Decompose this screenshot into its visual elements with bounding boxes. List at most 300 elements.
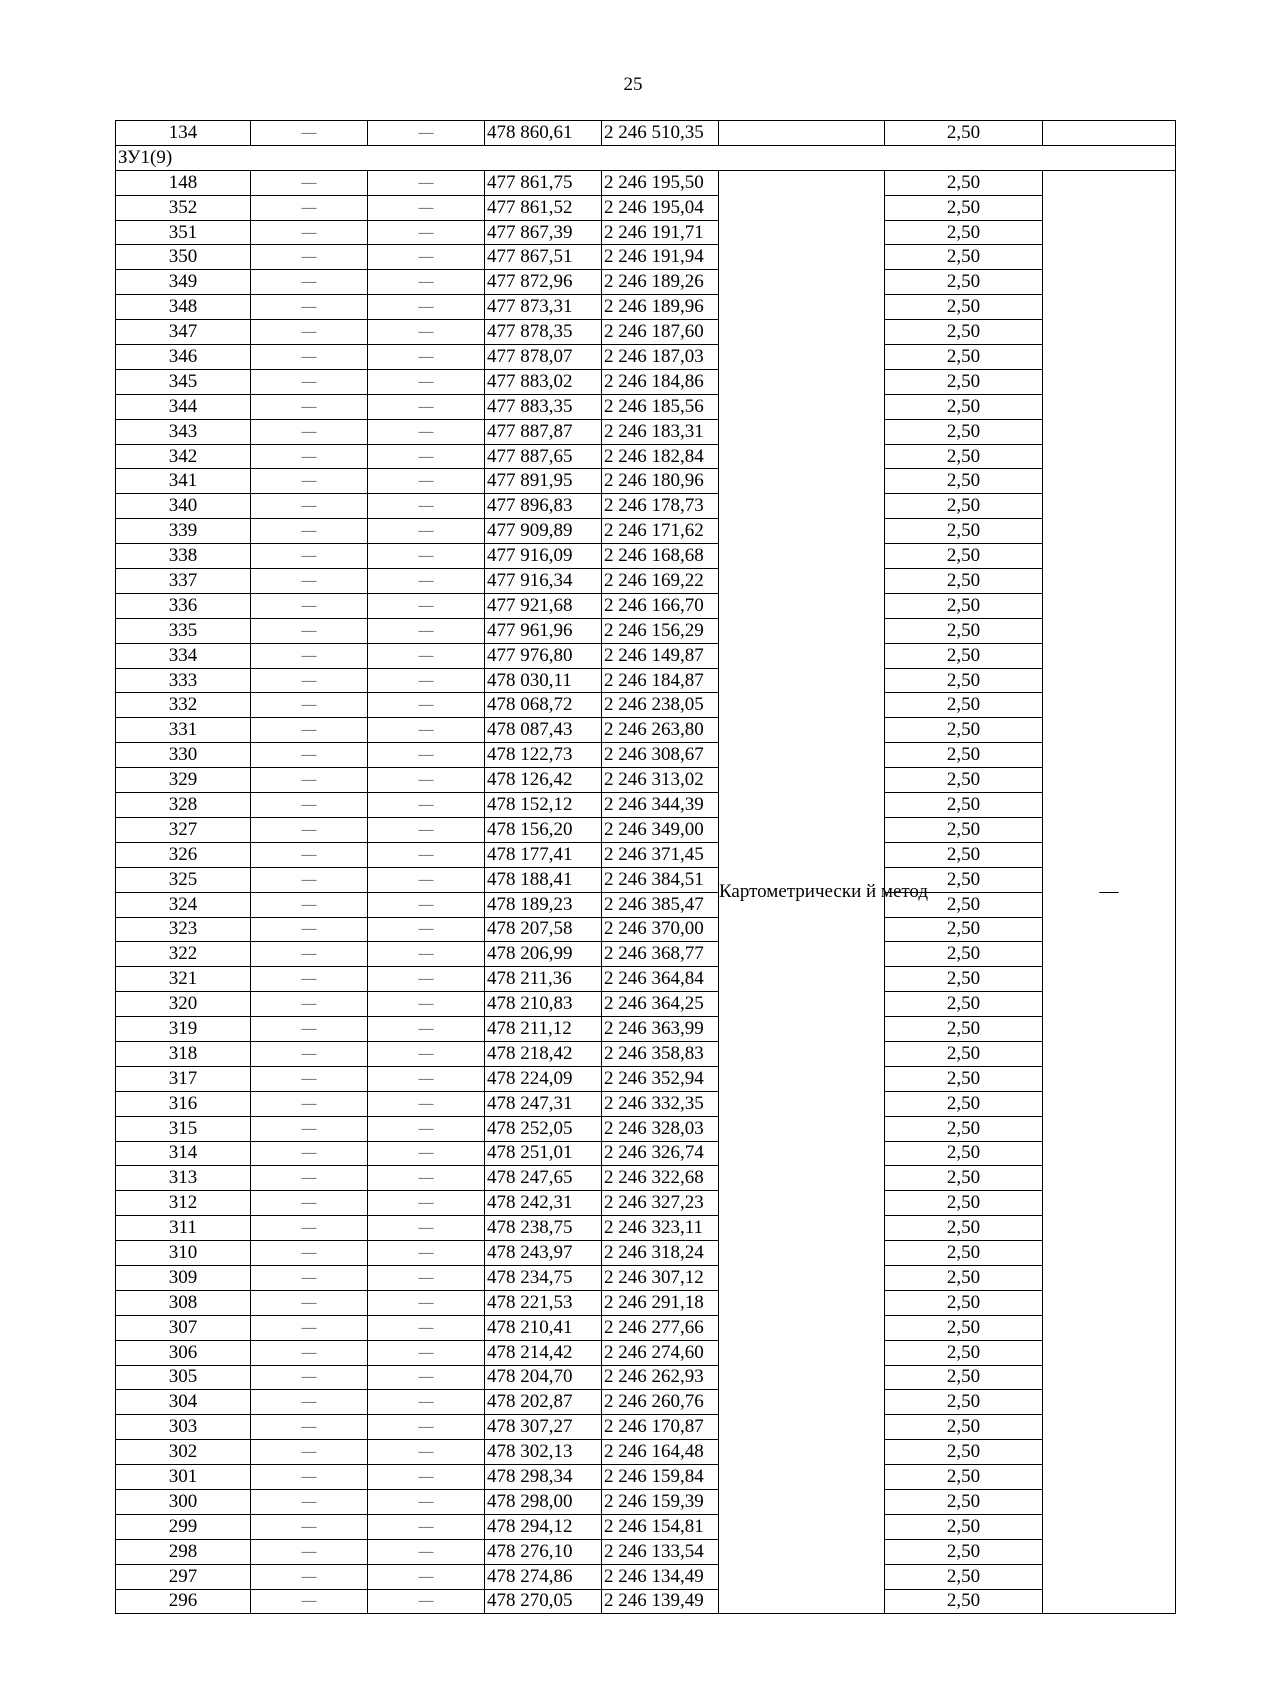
dash-cell: — [251,842,368,867]
precision-cell: 2,50 [885,1539,1043,1564]
point-number-cell: 336 [116,593,251,618]
dash-cell: — [368,917,485,942]
dash-cell: — [368,842,485,867]
precision-cell: 2,50 [885,718,1043,743]
table-row [116,444,1176,469]
table-row [116,245,1176,270]
x-coordinate-cell: 478 177,41 [485,842,602,867]
dash-cell: — [368,345,485,370]
point-number-cell: 348 [116,295,251,320]
precision-cell: 2,50 [885,967,1043,992]
table-row [116,195,1176,220]
table-row [116,593,1176,618]
dash-cell: — [251,1365,368,1390]
dash-cell: — [251,519,368,544]
dash-cell: — [368,469,485,494]
y-coordinate-cell: 2 246 344,39 [602,793,719,818]
point-number-cell: 311 [116,1216,251,1241]
point-number-cell: 350 [116,245,251,270]
y-coordinate-cell: 2 246 260,76 [602,1390,719,1415]
precision-cell: 2,50 [885,369,1043,394]
last-cell: — [1043,170,1176,1614]
method-cell: Картометрически й метод [719,170,885,1614]
dash-cell: — [368,718,485,743]
y-coordinate-cell: 2 246 189,96 [602,295,719,320]
dash-cell: — [251,1191,368,1216]
table-row [116,842,1176,867]
precision-cell: 2,50 [885,220,1043,245]
table-row [116,1091,1176,1116]
precision-cell: 2,50 [885,494,1043,519]
y-coordinate-cell: 2 246 195,04 [602,195,719,220]
point-number-cell: 305 [116,1365,251,1390]
x-coordinate-cell: 477 883,35 [485,394,602,419]
x-coordinate-cell: 478 298,00 [485,1489,602,1514]
dash-cell: — [251,544,368,569]
dash-cell: — [368,1091,485,1116]
table-row [116,992,1176,1017]
precision-cell: 2,50 [885,419,1043,444]
dash-cell: — [368,1191,485,1216]
point-number-cell: 148 [116,170,251,195]
dash-cell: — [368,942,485,967]
precision-cell: 2,50 [885,817,1043,842]
x-coordinate-cell: 478 068,72 [485,693,602,718]
precision-cell: 2,50 [885,593,1043,618]
dash-cell: — [368,444,485,469]
x-coordinate-cell: 478 087,43 [485,718,602,743]
dash-cell: — [368,1216,485,1241]
precision-cell: 2,50 [885,195,1043,220]
point-number-cell: 310 [116,1241,251,1266]
y-coordinate-cell: 2 246 171,62 [602,519,719,544]
point-number-cell: 334 [116,643,251,668]
table-row [116,544,1176,569]
dash-cell: — [368,195,485,220]
dash-cell: — [251,942,368,967]
point-number-cell: 329 [116,768,251,793]
table-row [116,1066,1176,1091]
x-coordinate-cell: 478 188,41 [485,867,602,892]
dash-cell: — [251,793,368,818]
x-coordinate-cell: 478 302,13 [485,1440,602,1465]
point-number-cell: 301 [116,1465,251,1490]
table-row [116,643,1176,668]
dash-cell: — [251,1017,368,1042]
precision-cell: 2,50 [885,1265,1043,1290]
dash-cell: — [251,992,368,1017]
precision-cell: 2,50 [885,1241,1043,1266]
dash-cell: — [368,1315,485,1340]
table-row [116,618,1176,643]
dash-cell: — [251,1216,368,1241]
precision-cell: 2,50 [885,1390,1043,1415]
table-row [116,519,1176,544]
y-coordinate-cell: 2 246 168,68 [602,544,719,569]
dash-cell: — [251,320,368,345]
dash-cell: — [368,1440,485,1465]
table-row [116,369,1176,394]
dash-cell: — [251,170,368,195]
point-number-cell: 352 [116,195,251,220]
x-coordinate-cell: 477 887,65 [485,444,602,469]
y-coordinate-cell: 2 246 262,93 [602,1365,719,1390]
y-coordinate-cell: 2 246 370,00 [602,917,719,942]
table-row [116,1191,1176,1216]
precision-cell: 2,50 [885,1315,1043,1340]
dash-cell: — [368,1116,485,1141]
x-coordinate-cell: 478 242,31 [485,1191,602,1216]
dash-cell: — [251,1066,368,1091]
y-coordinate-cell: 2 246 308,67 [602,743,719,768]
precision-cell: 2,50 [885,942,1043,967]
point-number-cell: 349 [116,270,251,295]
x-coordinate-cell: 478 860,61 [485,121,602,146]
precision-cell: 2,50 [885,1166,1043,1191]
x-coordinate-cell: 477 878,35 [485,320,602,345]
precision-cell: 2,50 [885,643,1043,668]
dash-cell: — [251,643,368,668]
table-row [116,1017,1176,1042]
dash-cell: — [368,1564,485,1589]
y-coordinate-cell: 2 246 187,03 [602,345,719,370]
dash-cell: — [368,295,485,320]
point-number-cell: 304 [116,1390,251,1415]
last-cell [1043,121,1176,146]
point-number-cell: 340 [116,494,251,519]
precision-cell: 2,50 [885,842,1043,867]
y-coordinate-cell: 2 246 149,87 [602,643,719,668]
x-coordinate-cell: 477 867,39 [485,220,602,245]
dash-cell: — [251,1166,368,1191]
table-row [116,494,1176,519]
dash-cell: — [368,992,485,1017]
precision-cell: 2,50 [885,768,1043,793]
table-row [116,967,1176,992]
x-coordinate-cell: 477 867,51 [485,245,602,270]
precision-cell: 2,50 [885,1141,1043,1166]
x-coordinate-cell: 477 861,52 [485,195,602,220]
dash-cell: — [251,1390,368,1415]
dash-cell: — [251,469,368,494]
table-row [116,1265,1176,1290]
y-coordinate-cell: 2 246 184,87 [602,668,719,693]
precision-cell: 2,50 [885,1340,1043,1365]
dash-cell: — [251,1290,368,1315]
point-number-cell: 330 [116,743,251,768]
precision-cell: 2,50 [885,867,1043,892]
x-coordinate-cell: 478 252,05 [485,1116,602,1141]
y-coordinate-cell: 2 246 274,60 [602,1340,719,1365]
point-number-cell: 338 [116,544,251,569]
x-coordinate-cell: 478 234,75 [485,1265,602,1290]
dash-cell: — [251,1514,368,1539]
point-number-cell: 320 [116,992,251,1017]
table-row [116,1116,1176,1141]
dash-cell: — [368,867,485,892]
table-row [116,1166,1176,1191]
x-coordinate-cell: 478 276,10 [485,1539,602,1564]
x-coordinate-cell: 478 204,70 [485,1365,602,1390]
y-coordinate-cell: 2 246 169,22 [602,569,719,594]
dash-cell: — [251,1440,368,1465]
y-coordinate-cell: 2 246 170,87 [602,1415,719,1440]
y-coordinate-cell: 2 246 182,84 [602,444,719,469]
precision-cell: 2,50 [885,394,1043,419]
point-number-cell: 335 [116,618,251,643]
table-row [116,1539,1176,1564]
precision-cell: 2,50 [885,295,1043,320]
coordinates-table [115,120,1176,1614]
dash-cell: — [251,693,368,718]
y-coordinate-cell: 2 246 178,73 [602,494,719,519]
dash-cell: — [368,1489,485,1514]
precision-cell: 2,50 [885,693,1043,718]
table-row [116,1415,1176,1440]
precision-cell: 2,50 [885,1365,1043,1390]
x-coordinate-cell: 478 202,87 [485,1390,602,1415]
point-number-cell: 321 [116,967,251,992]
y-coordinate-cell: 2 246 139,49 [602,1589,719,1614]
point-number-cell: 324 [116,892,251,917]
dash-cell: — [251,494,368,519]
dash-cell: — [251,668,368,693]
precision-cell: 2,50 [885,1465,1043,1490]
page-number: 25 [623,74,643,95]
x-coordinate-cell: 478 243,97 [485,1241,602,1266]
dash-cell: — [251,270,368,295]
y-coordinate-cell: 2 246 187,60 [602,320,719,345]
dash-cell: — [368,1415,485,1440]
point-number-cell: 134 [116,121,251,146]
table-row [116,668,1176,693]
dash-cell: — [368,245,485,270]
table-row [116,220,1176,245]
precision-cell: 2,50 [885,469,1043,494]
y-coordinate-cell: 2 246 191,71 [602,220,719,245]
precision-cell: 2,50 [885,1041,1043,1066]
precision-cell: 2,50 [885,1514,1043,1539]
precision-cell: 2,50 [885,345,1043,370]
dash-cell: — [368,270,485,295]
x-coordinate-cell: 477 872,96 [485,270,602,295]
y-coordinate-cell: 2 246 364,84 [602,967,719,992]
y-coordinate-cell: 2 246 166,70 [602,593,719,618]
table-row [116,469,1176,494]
point-number-cell: 339 [116,519,251,544]
table-row [116,892,1176,917]
y-coordinate-cell: 2 246 363,99 [602,1017,719,1042]
x-coordinate-cell: 478 294,12 [485,1514,602,1539]
point-number-cell: 312 [116,1191,251,1216]
table-row [116,1241,1176,1266]
dash-cell: — [368,320,485,345]
precision-cell: 2,50 [885,569,1043,594]
table-row [116,170,1176,195]
y-coordinate-cell: 2 246 277,66 [602,1315,719,1340]
precision-cell: 2,50 [885,793,1043,818]
precision-cell: 2,50 [885,992,1043,1017]
dash-cell: — [368,643,485,668]
dash-cell: — [368,892,485,917]
precision-cell: 2,50 [885,1290,1043,1315]
point-number-cell: 296 [116,1589,251,1614]
dash-cell: — [251,1041,368,1066]
table-row [116,1514,1176,1539]
table-row [116,270,1176,295]
x-coordinate-cell: 477 916,34 [485,569,602,594]
precision-cell: 2,50 [885,1191,1043,1216]
x-coordinate-cell: 478 030,11 [485,668,602,693]
y-coordinate-cell: 2 246 238,05 [602,693,719,718]
x-coordinate-cell: 478 221,53 [485,1290,602,1315]
x-coordinate-cell: 478 189,23 [485,892,602,917]
point-number-cell: 322 [116,942,251,967]
y-coordinate-cell: 2 246 183,31 [602,419,719,444]
x-coordinate-cell: 478 126,42 [485,768,602,793]
x-coordinate-cell: 478 210,83 [485,992,602,1017]
y-coordinate-cell: 2 246 307,12 [602,1265,719,1290]
point-number-cell: 328 [116,793,251,818]
point-number-cell: 325 [116,867,251,892]
x-coordinate-cell: 477 921,68 [485,593,602,618]
point-number-cell: 303 [116,1415,251,1440]
dash-cell: — [368,1241,485,1266]
y-coordinate-cell: 2 246 191,94 [602,245,719,270]
dash-cell: — [251,220,368,245]
y-coordinate-cell: 2 246 358,83 [602,1041,719,1066]
point-number-cell: 313 [116,1166,251,1191]
precision-cell: 2,50 [885,917,1043,942]
section-label: ЗУ1(9) [116,145,1176,170]
dash-cell: — [251,618,368,643]
table-row [116,419,1176,444]
table-row [116,817,1176,842]
point-number-cell: 302 [116,1440,251,1465]
y-coordinate-cell: 2 246 352,94 [602,1066,719,1091]
dash-cell: — [368,170,485,195]
point-number-cell: 315 [116,1116,251,1141]
point-number-cell: 306 [116,1340,251,1365]
y-coordinate-cell: 2 246 156,29 [602,618,719,643]
dash-cell: — [368,768,485,793]
precision-cell: 2,50 [885,519,1043,544]
dash-cell: — [368,1017,485,1042]
table-row [116,1589,1176,1614]
y-coordinate-cell: 2 246 313,02 [602,768,719,793]
x-coordinate-cell: 478 156,20 [485,817,602,842]
x-coordinate-cell: 478 218,42 [485,1041,602,1066]
table-row [116,1340,1176,1365]
table-row [116,1041,1176,1066]
dash-cell: — [251,743,368,768]
dash-cell: — [251,1091,368,1116]
dash-cell: — [251,1340,368,1365]
x-coordinate-cell: 478 224,09 [485,1066,602,1091]
dash-cell: — [368,1166,485,1191]
y-coordinate-cell: 2 246 323,11 [602,1216,719,1241]
point-number-cell: 316 [116,1091,251,1116]
dash-cell: — [251,245,368,270]
y-coordinate-cell: 2 246 385,47 [602,892,719,917]
y-coordinate-cell: 2 246 291,18 [602,1290,719,1315]
x-coordinate-cell: 478 307,27 [485,1415,602,1440]
precision-cell: 2,50 [885,892,1043,917]
y-coordinate-cell: 2 246 364,25 [602,992,719,1017]
dash-cell: — [368,519,485,544]
dash-cell: — [251,1265,368,1290]
precision-cell: 2,50 [885,1564,1043,1589]
x-coordinate-cell: 478 211,36 [485,967,602,992]
dash-cell: — [251,917,368,942]
y-coordinate-cell: 2 246 133,54 [602,1539,719,1564]
dash-cell: — [368,1265,485,1290]
dash-cell: — [368,1340,485,1365]
precision-cell: 2,50 [885,444,1043,469]
x-coordinate-cell: 478 274,86 [485,1564,602,1589]
point-number-cell: 346 [116,345,251,370]
dash-cell: — [251,1241,368,1266]
y-coordinate-cell: 2 246 195,50 [602,170,719,195]
table-row [116,1390,1176,1415]
dash-cell: — [251,1141,368,1166]
y-coordinate-cell: 2 246 326,74 [602,1141,719,1166]
table-row [116,345,1176,370]
precision-cell: 2,50 [885,1091,1043,1116]
dash-cell: — [368,569,485,594]
x-coordinate-cell: 478 210,41 [485,1315,602,1340]
y-coordinate-cell: 2 246 154,81 [602,1514,719,1539]
point-number-cell: 308 [116,1290,251,1315]
y-coordinate-cell: 2 246 134,49 [602,1564,719,1589]
y-coordinate-cell: 2 246 510,35 [602,121,719,146]
point-number-cell: 337 [116,569,251,594]
dash-cell: — [368,1141,485,1166]
table-row [116,121,1176,146]
x-coordinate-cell: 478 247,31 [485,1091,602,1116]
method-cell [719,121,885,146]
precision-cell: 2,50 [885,1489,1043,1514]
dash-cell: — [368,1290,485,1315]
dash-cell: — [251,1564,368,1589]
point-number-cell: 299 [116,1514,251,1539]
precision-cell: 2,50 [885,245,1043,270]
precision-cell: 2,50 [885,1066,1043,1091]
precision-cell: 2,50 [885,1415,1043,1440]
point-number-cell: 309 [116,1265,251,1290]
table-row [116,718,1176,743]
point-number-cell: 331 [116,718,251,743]
y-coordinate-cell: 2 246 184,86 [602,369,719,394]
x-coordinate-cell: 477 873,31 [485,295,602,320]
table-row [116,1489,1176,1514]
x-coordinate-cell: 478 270,05 [485,1589,602,1614]
table-row [116,942,1176,967]
table-row [116,295,1176,320]
table-row [116,569,1176,594]
table-row [116,1564,1176,1589]
x-coordinate-cell: 478 207,58 [485,917,602,942]
dash-cell: — [251,718,368,743]
dash-cell: — [368,593,485,618]
dash-cell: — [368,1390,485,1415]
point-number-cell: 327 [116,817,251,842]
y-coordinate-cell: 2 246 322,68 [602,1166,719,1191]
dash-cell: — [251,1539,368,1564]
dash-cell: — [251,817,368,842]
dash-cell: — [368,1041,485,1066]
point-number-cell: 332 [116,693,251,718]
